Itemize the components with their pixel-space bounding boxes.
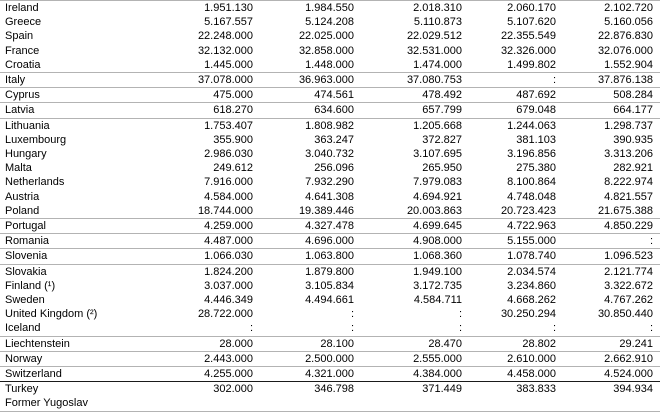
country-label: Portugal xyxy=(0,219,150,234)
table-row xyxy=(0,396,660,411)
value-cell-3: 3.172.735 xyxy=(413,279,462,292)
value-cell-1: 1.824.200 xyxy=(204,265,253,278)
value-cell-5: 37.876.138 xyxy=(556,73,660,88)
value-cell-1: 28.000 xyxy=(150,336,253,351)
value-cell-4: 30.250.294 xyxy=(500,308,556,321)
value-cell-4: 4.458.000 xyxy=(462,367,556,382)
value-cell-4: 4.722.963 xyxy=(462,219,556,234)
value-cell-4: 2.060.170 xyxy=(462,1,556,16)
value-cell-5: 2.662.910 xyxy=(556,351,660,366)
value-cell-2: 256.096 xyxy=(314,162,354,175)
value-cell-3: 1.474.000 xyxy=(354,58,462,73)
country-label: Liechtenstein xyxy=(0,336,150,351)
value-cell-3: 28.470 xyxy=(354,336,462,351)
table-row xyxy=(0,44,660,58)
value-cell-4: 679.048 xyxy=(462,103,556,118)
table-row xyxy=(0,58,660,73)
country-label: Malta xyxy=(5,162,32,175)
value-cell-2: : xyxy=(253,321,354,336)
table-row xyxy=(0,279,660,293)
value-cell-2: 363.247 xyxy=(314,133,354,146)
value-cell-5: 21.675.388 xyxy=(556,204,660,219)
country-label: Austria xyxy=(5,190,40,203)
table-row xyxy=(0,234,660,249)
value-cell-1: 5.167.557 xyxy=(204,16,253,29)
value-cell-3: 3.107.695 xyxy=(413,148,462,161)
value-cell-4: 4.748.048 xyxy=(507,190,556,203)
table-row xyxy=(0,88,660,103)
table-row xyxy=(0,15,660,29)
value-cell-4: 5.107.620 xyxy=(507,16,556,29)
value-cell-4: : xyxy=(462,321,556,336)
table-body xyxy=(0,1,660,412)
value-cell-1: 249.612 xyxy=(213,162,253,175)
country-label: France xyxy=(5,44,40,57)
value-cell-5: 390.935 xyxy=(613,133,653,146)
table-row xyxy=(0,382,660,397)
value-cell-3: 20.003.863 xyxy=(354,204,462,219)
value-cell-5: 1.552.904 xyxy=(556,58,660,73)
value-cell-2: 28.100 xyxy=(253,336,354,351)
value-cell-5: 1.096.523 xyxy=(556,249,660,264)
value-cell-5: 3.313.206 xyxy=(604,148,653,161)
value-cell-2: 1.879.800 xyxy=(305,265,354,278)
value-cell-4: 8.100.864 xyxy=(507,176,556,189)
value-cell-3: 1.949.100 xyxy=(413,265,462,278)
value-cell-5: 30.850.440 xyxy=(597,308,653,321)
value-cell-2: 19.389.446 xyxy=(253,204,354,219)
value-cell-4: 3.234.860 xyxy=(507,279,556,292)
value-cell-2: 474.561 xyxy=(253,88,354,103)
country-label: Spain xyxy=(5,30,34,43)
country-label: Slovakia xyxy=(5,265,47,278)
country-label: Cyprus xyxy=(0,88,150,103)
value-cell-2: 4.494.661 xyxy=(305,294,354,307)
table-row xyxy=(0,264,660,279)
value-cell-3: 1.205.668 xyxy=(413,119,462,132)
value-cell-3: 2.018.310 xyxy=(354,1,462,16)
value-cell-1: 302.000 xyxy=(213,383,253,396)
country-label: Turkey xyxy=(5,383,39,396)
table-row xyxy=(0,336,660,351)
value-cell-1: 28.722.000 xyxy=(197,308,253,321)
value-cell-2: 3.105.834 xyxy=(305,279,354,292)
value-cell-4: 383.833 xyxy=(516,383,556,396)
country-label: Hungary xyxy=(5,148,47,161)
value-cell-1: 1.066.030 xyxy=(150,249,253,264)
value-cell-5: 4.767.262 xyxy=(604,294,653,307)
value-cell-5: 4.524.000 xyxy=(556,367,660,382)
country-label: Poland xyxy=(0,204,150,219)
value-cell-2: 4.641.308 xyxy=(305,190,354,203)
value-cell-3: 478.492 xyxy=(354,88,462,103)
value-cell-5: 8.222.974 xyxy=(604,176,653,189)
value-cell-4: 32.326.000 xyxy=(500,44,556,57)
value-cell-5: 1.298.737 xyxy=(604,119,653,132)
value-cell-1: 7.916.000 xyxy=(204,176,253,189)
value-cell-4 xyxy=(462,396,556,411)
value-cell-2: 346.798 xyxy=(314,383,354,396)
value-cell-5: : xyxy=(556,234,660,249)
value-cell-5: 4.850.229 xyxy=(556,219,660,234)
value-cell-3: 32.531.000 xyxy=(406,44,462,57)
value-cell-3: 22.029.512 xyxy=(406,30,462,43)
value-cell-1: 32.132.000 xyxy=(197,44,253,57)
value-cell-5: 22.876.830 xyxy=(597,30,653,43)
table-row xyxy=(0,293,660,307)
value-cell-1: 4.255.000 xyxy=(150,367,253,382)
value-cell-4: 487.692 xyxy=(462,88,556,103)
table-row xyxy=(0,29,660,43)
country-label: Croatia xyxy=(0,58,150,73)
value-cell-1 xyxy=(150,396,253,411)
value-cell-5: 32.076.000 xyxy=(597,44,653,57)
value-cell-3: : xyxy=(458,308,462,321)
value-cell-3: 371.449 xyxy=(422,383,462,396)
value-cell-4: 3.196.856 xyxy=(507,148,556,161)
country-label: Former Yugoslav xyxy=(0,396,150,411)
value-cell-4: 381.103 xyxy=(516,133,556,146)
country-label: Finland (¹) xyxy=(5,279,56,292)
value-cell-5 xyxy=(556,396,660,411)
value-cell-2: 4.696.000 xyxy=(253,234,354,249)
value-cell-2: 3.040.732 xyxy=(305,148,354,161)
value-cell-1: 355.900 xyxy=(213,133,253,146)
table-row xyxy=(0,161,660,175)
value-cell-4: 2.034.574 xyxy=(507,265,556,278)
country-label: Sweden xyxy=(5,294,45,307)
table-row xyxy=(0,204,660,219)
value-cell-1: 37.078.000 xyxy=(150,73,253,88)
value-cell-1: 618.270 xyxy=(150,103,253,118)
value-cell-1: 4.487.000 xyxy=(150,234,253,249)
value-cell-3: 4.384.000 xyxy=(354,367,462,382)
value-cell-1: 18.744.000 xyxy=(150,204,253,219)
table-row xyxy=(0,190,660,204)
country-label: Norway xyxy=(0,351,150,366)
value-cell-1: 1.951.130 xyxy=(150,1,253,16)
value-cell-2 xyxy=(253,396,354,411)
value-cell-5: 29.241 xyxy=(556,336,660,351)
value-cell-3 xyxy=(354,396,462,411)
value-cell-1: 4.584.000 xyxy=(204,190,253,203)
value-cell-2: 5.124.208 xyxy=(305,16,354,29)
value-cell-5: 3.322.672 xyxy=(604,279,653,292)
value-cell-5: 282.921 xyxy=(613,162,653,175)
value-cell-1: 2.443.000 xyxy=(150,351,253,366)
value-cell-1: 4.446.349 xyxy=(204,294,253,307)
table-row xyxy=(0,103,660,118)
value-cell-3: 265.950 xyxy=(422,162,462,175)
value-cell-4: 1.078.740 xyxy=(462,249,556,264)
value-cell-1: 1.445.000 xyxy=(150,58,253,73)
value-cell-3: 657.799 xyxy=(354,103,462,118)
value-cell-2: 1.448.000 xyxy=(253,58,354,73)
value-cell-3: 5.110.873 xyxy=(413,16,462,29)
value-cell-3: 2.555.000 xyxy=(354,351,462,366)
value-cell-2: 36.963.000 xyxy=(253,73,354,88)
value-cell-1: 1.753.407 xyxy=(204,119,253,132)
value-cell-4: 1.244.063 xyxy=(507,119,556,132)
value-cell-5: 2.102.720 xyxy=(556,1,660,16)
country-label: Iceland xyxy=(0,321,150,336)
country-label: Lithuania xyxy=(5,119,50,132)
country-label: Greece xyxy=(5,16,42,29)
value-cell-1: 3.037.000 xyxy=(204,279,253,292)
value-cell-2: 32.858.000 xyxy=(298,44,354,57)
country-label: United Kingdom (²) xyxy=(5,308,98,321)
table-row xyxy=(0,307,660,321)
value-cell-3: 7.979.083 xyxy=(413,176,462,189)
country-label: Slovenia xyxy=(0,249,150,264)
value-cell-2: 4.327.478 xyxy=(253,219,354,234)
value-cell-5: 664.177 xyxy=(556,103,660,118)
value-cell-5: 508.284 xyxy=(556,88,660,103)
value-cell-2: 4.321.000 xyxy=(253,367,354,382)
value-cell-5: 2.121.774 xyxy=(604,265,653,278)
value-cell-3: : xyxy=(354,321,462,336)
value-cell-5: : xyxy=(556,321,660,336)
value-cell-3: 1.068.360 xyxy=(354,249,462,264)
table-row xyxy=(0,1,660,16)
value-cell-1: 2.986.030 xyxy=(204,148,253,161)
value-cell-3: 4.584.711 xyxy=(413,294,462,307)
value-cell-4: 1.499.802 xyxy=(462,58,556,73)
value-cell-3: 4.694.921 xyxy=(413,190,462,203)
value-cell-3: 4.699.645 xyxy=(354,219,462,234)
value-cell-1: : xyxy=(150,321,253,336)
value-cell-4: 20.723.423 xyxy=(462,204,556,219)
value-cell-1: 475.000 xyxy=(150,88,253,103)
table-row xyxy=(0,249,660,264)
country-label: Switzerland xyxy=(0,367,150,382)
value-cell-4: 4.668.262 xyxy=(507,294,556,307)
value-cell-4: : xyxy=(462,73,556,88)
value-cell-2: : xyxy=(350,308,354,321)
country-label: Italy xyxy=(0,73,150,88)
value-cell-2: 1.808.982 xyxy=(305,119,354,132)
country-label: Romania xyxy=(0,234,150,249)
value-cell-4: 5.155.000 xyxy=(462,234,556,249)
value-cell-4: 22.355.549 xyxy=(500,30,556,43)
table-row xyxy=(0,367,660,382)
table-row xyxy=(0,219,660,234)
country-label: Latvia xyxy=(0,103,150,118)
value-cell-3: 372.827 xyxy=(422,133,462,146)
table-row xyxy=(0,133,660,147)
value-cell-1: 4.259.000 xyxy=(150,219,253,234)
table-row xyxy=(0,118,660,133)
value-cell-2: 22.025.000 xyxy=(298,30,354,43)
table-row xyxy=(0,73,660,88)
value-cell-2: 634.600 xyxy=(253,103,354,118)
value-cell-2: 7.932.290 xyxy=(305,176,354,189)
value-cell-3: 4.908.000 xyxy=(354,234,462,249)
value-cell-2: 2.500.000 xyxy=(253,351,354,366)
table-row xyxy=(0,147,660,161)
value-cell-5: 394.934 xyxy=(613,383,653,396)
value-cell-5: 4.821.557 xyxy=(604,190,653,203)
value-cell-2: 1.063.800 xyxy=(253,249,354,264)
country-label: Luxembourg xyxy=(5,133,67,146)
value-cell-2: 1.984.550 xyxy=(253,1,354,16)
value-cell-4: 275.380 xyxy=(516,162,556,175)
table-row xyxy=(0,321,660,336)
value-cell-4: 28.802 xyxy=(462,336,556,351)
value-cell-4: 2.610.000 xyxy=(462,351,556,366)
table-row xyxy=(0,175,660,189)
table-row xyxy=(0,351,660,366)
value-cell-3: 37.080.753 xyxy=(354,73,462,88)
country-label: Netherlands xyxy=(5,176,65,189)
country-label: Ireland xyxy=(0,1,150,16)
value-cell-1: 22.248.000 xyxy=(197,30,253,43)
value-cell-5: 5.160.056 xyxy=(604,16,653,29)
